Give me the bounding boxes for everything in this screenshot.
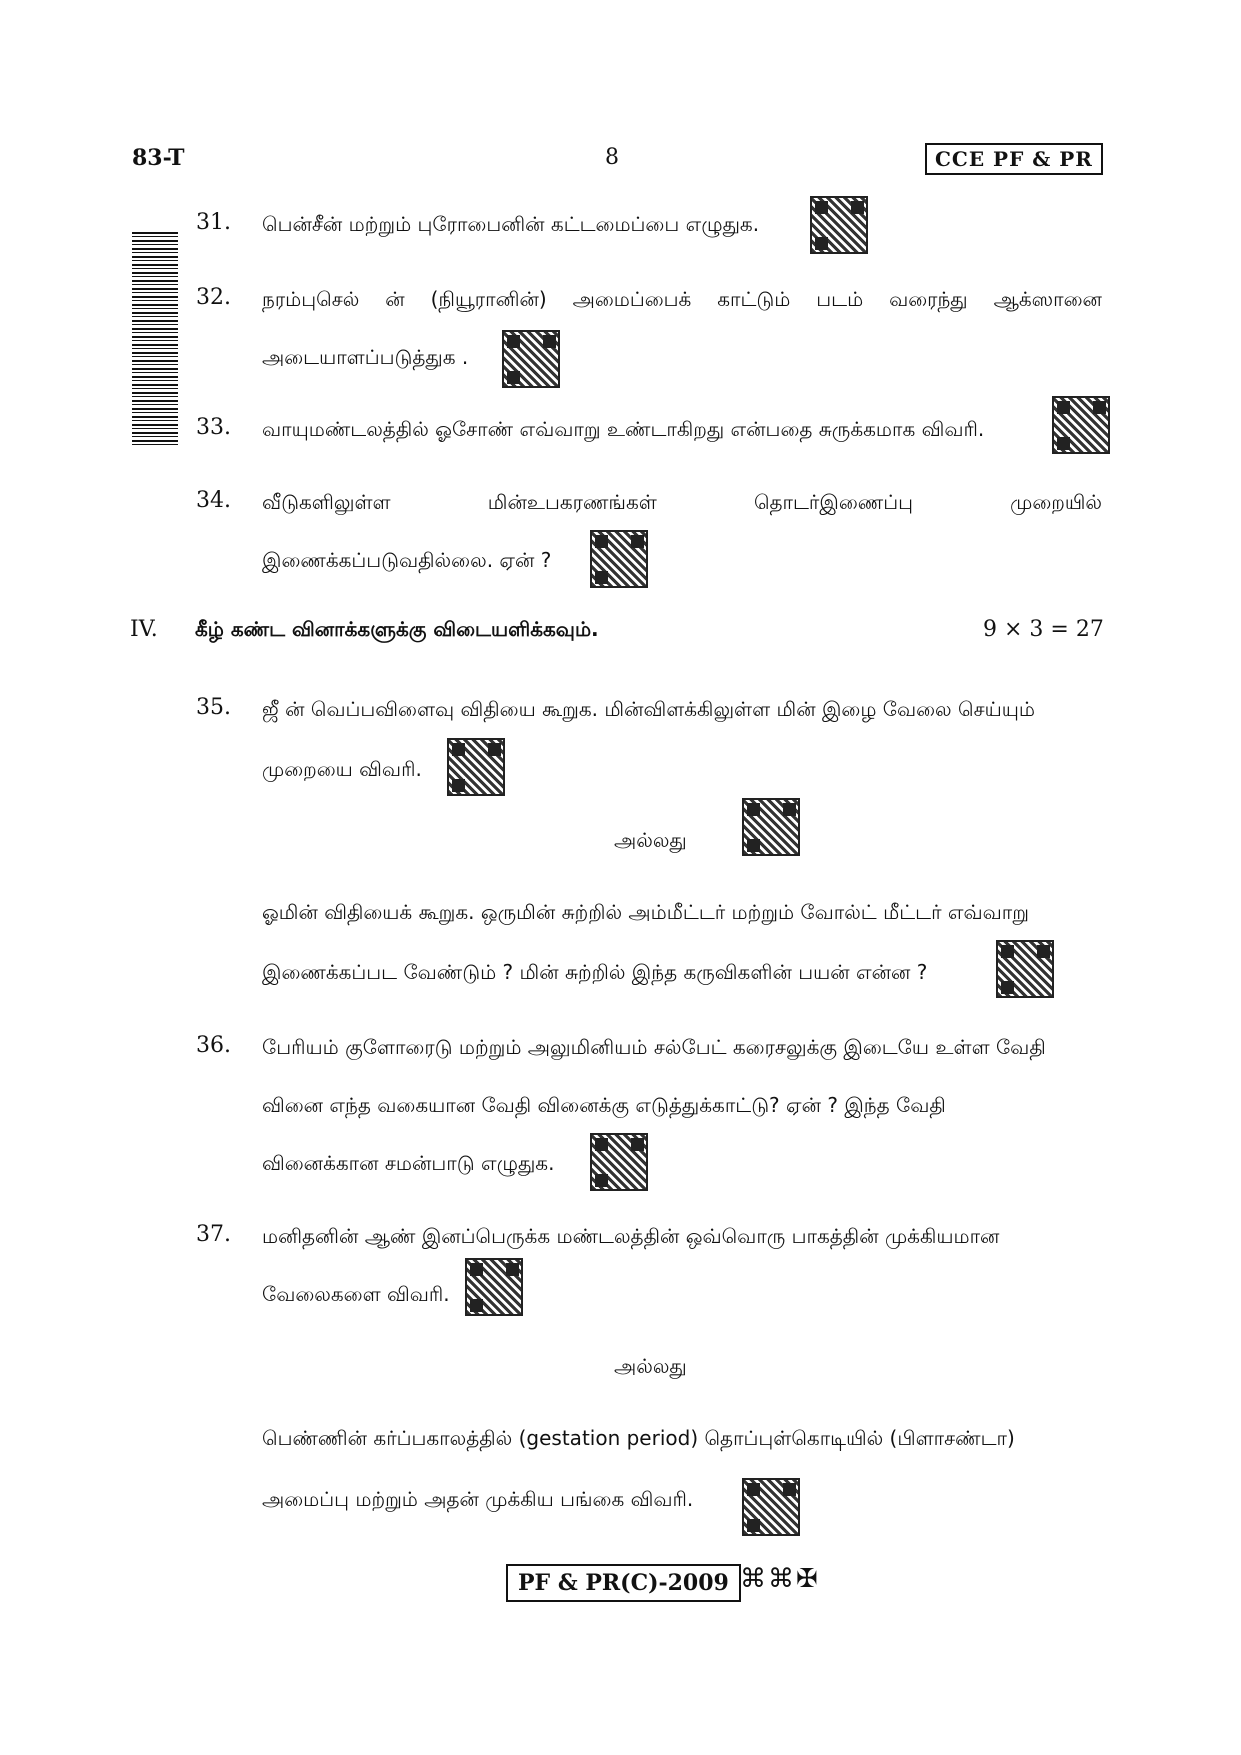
qr-code-icon[interactable] bbox=[996, 940, 1054, 998]
word: தொடர்இணைப்பு bbox=[753, 490, 913, 514]
word: ஆக்ஸானை bbox=[993, 287, 1102, 311]
or-separator: அல்லது bbox=[614, 1354, 687, 1378]
question-32-line-2: அடையாளப்படுத்துக . bbox=[262, 345, 469, 369]
question-number-34: 34. bbox=[196, 488, 231, 513]
qr-code-icon[interactable] bbox=[590, 1133, 648, 1191]
question-35-alt-line-1: ஓமின் விதியைக் கூறுக. ஒருமின் சுற்றில் அம்மீட்டர் மற்றும் வோல்ட் மீட்டர் எவ்வாறு bbox=[262, 900, 1029, 924]
word: வரைந்து bbox=[889, 287, 968, 311]
qr-code-icon[interactable] bbox=[742, 1478, 800, 1536]
question-number-31: 31. bbox=[196, 210, 231, 235]
word: அமைப்பைக் bbox=[572, 287, 692, 311]
question-37-line-1: மனிதனின் ஆண் இனப்பெருக்க மண்டலத்தின் ஒவ்வொரு பாகத்தின் முக்கியமான bbox=[262, 1224, 1000, 1248]
footer-ornament-icon: ⌘⌘✠ bbox=[740, 1564, 820, 1594]
word: முறையில் bbox=[1010, 490, 1102, 514]
question-36-line-2: வினை எந்த வகையான வேதி வினைக்கு எடுத்துக்காட்டு? ஏன் ? இந்த வேதி bbox=[262, 1093, 946, 1117]
question-number-33: 33. bbox=[196, 415, 231, 440]
qr-code-icon[interactable] bbox=[742, 798, 800, 856]
word: (நியூரானின்) bbox=[430, 287, 547, 311]
word: நரம்புசெல் bbox=[262, 287, 360, 311]
question-35-line-1: ஜீ ன் வெப்பவிளைவு விதியை கூறுக. மின்விளக்கிலுள்ள மின் இழை வேலை செய்யும் bbox=[262, 697, 1036, 721]
barcode bbox=[132, 232, 178, 447]
section-marks: 9 × 3 = 27 bbox=[983, 617, 1104, 642]
question-33-text: வாயுமண்டலத்தில் ஓசோண் எவ்வாறு உண்டாகிறது என்பதை சுருக்கமாக விவரி. bbox=[262, 417, 985, 441]
question-37-alt-line-1: பெண்ணின் கர்ப்பகாலத்தில் (gestation period) தொப்புள்கொடியில் (பிளாசண்டா) bbox=[262, 1426, 1015, 1450]
word: மின்உபகரணங்கள் bbox=[487, 490, 657, 514]
or-separator: அல்லது bbox=[614, 828, 687, 852]
page-number: 8 bbox=[605, 145, 619, 170]
qr-code-icon[interactable] bbox=[590, 530, 648, 588]
subject-code-box: CCE PF & PR bbox=[925, 143, 1103, 175]
qr-code-icon[interactable] bbox=[447, 738, 505, 796]
question-35-line-2: முறையை விவரி. bbox=[262, 757, 422, 781]
qr-code-icon[interactable] bbox=[810, 196, 868, 254]
footer-paper-code: PF & PR(C)-2009 bbox=[506, 1564, 741, 1602]
word: காட்டும் bbox=[717, 287, 791, 311]
word: ன் bbox=[385, 287, 405, 311]
question-35-alt-line-2: இணைக்கப்பட வேண்டும் ? மின் சுற்றில் இந்த கருவிகளின் பயன் என்ன ? bbox=[262, 960, 928, 984]
question-number-35: 35. bbox=[196, 695, 231, 720]
qr-code-icon[interactable] bbox=[502, 330, 560, 388]
question-34-line-2: இணைக்கப்படுவதில்லை. ஏன் ? bbox=[262, 548, 552, 572]
question-number-32: 32. bbox=[196, 285, 231, 310]
question-31-text: பென்சீன் மற்றும் புரோபைனின் கட்டமைப்பை எழுதுக. bbox=[262, 212, 760, 236]
question-32-line-1 bbox=[262, 287, 1102, 314]
word: வீடுகளிலுள்ள bbox=[262, 490, 391, 514]
word: படம் bbox=[816, 287, 864, 311]
question-number-37: 37. bbox=[196, 1222, 231, 1247]
qr-code-icon[interactable] bbox=[465, 1258, 523, 1316]
qr-code-icon[interactable] bbox=[1052, 396, 1110, 454]
question-number-36: 36. bbox=[196, 1033, 231, 1058]
paper-code: 83-T bbox=[132, 145, 185, 171]
question-36-line-3: வினைக்கான சமன்பாடு எழுதுக. bbox=[262, 1151, 555, 1175]
question-34-line-1 bbox=[262, 490, 1102, 517]
question-37-line-2: வேலைகளை விவரி. bbox=[262, 1282, 450, 1306]
section-title: கீழ் கண்ட வினாக்களுக்கு விடையளிக்கவும். bbox=[195, 617, 599, 641]
question-37-alt-line-2: அமைப்பு மற்றும் அதன் முக்கிய பங்கை விவரி. bbox=[262, 1487, 694, 1511]
question-36-line-1: பேரியம் குளோரைடு மற்றும் அலுமினியம் சல்பேட் கரைசலுக்கு இடையே உள்ள வேதி bbox=[262, 1035, 1046, 1059]
section-number: IV. bbox=[130, 617, 158, 642]
